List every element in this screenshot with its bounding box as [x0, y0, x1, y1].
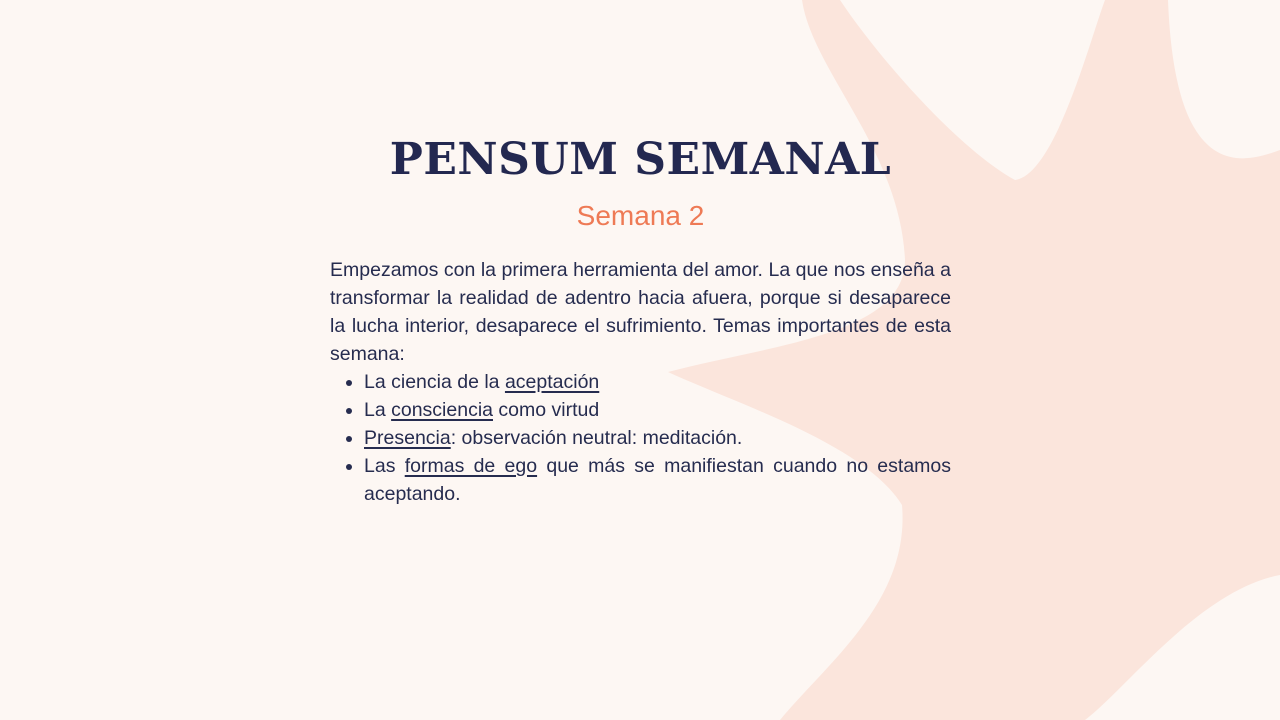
page-subtitle: Semana 2 — [576, 200, 705, 231]
topic-suffix: como virtud — [493, 399, 600, 421]
topics-list — [330, 368, 951, 508]
topic-prefix: Las — [364, 455, 405, 477]
list-item — [364, 424, 951, 452]
topic-suffix: que más se manifiestan cuando no estamos aceptando. — [364, 455, 952, 505]
topic-link-formas-de-ego[interactable]: formas de ego — [404, 455, 538, 477]
page-title: PENSUM SEMANAL — [389, 134, 892, 185]
list-item — [364, 396, 951, 424]
topic-suffix: : observación neutral: meditación. — [450, 427, 743, 449]
topic-link-aceptacion[interactable]: aceptación — [504, 371, 600, 393]
topic-prefix: La ciencia de la — [364, 371, 505, 393]
topic-link-consciencia[interactable]: consciencia — [391, 399, 493, 421]
topic-link-presencia[interactable]: Presencia — [364, 427, 451, 449]
list-item — [364, 452, 951, 508]
list-item — [364, 368, 951, 396]
topic-prefix: La — [364, 399, 392, 421]
content-block — [330, 130, 951, 508]
intro-paragraph: Empezamos con la primera herramienta del amor. La que nos enseña a transformar la realidad de adentro hacia afuera, porque si desaparece la lucha interior, desaparece el sufrimiento. Temas importantes de esta semana: — [330, 259, 951, 365]
